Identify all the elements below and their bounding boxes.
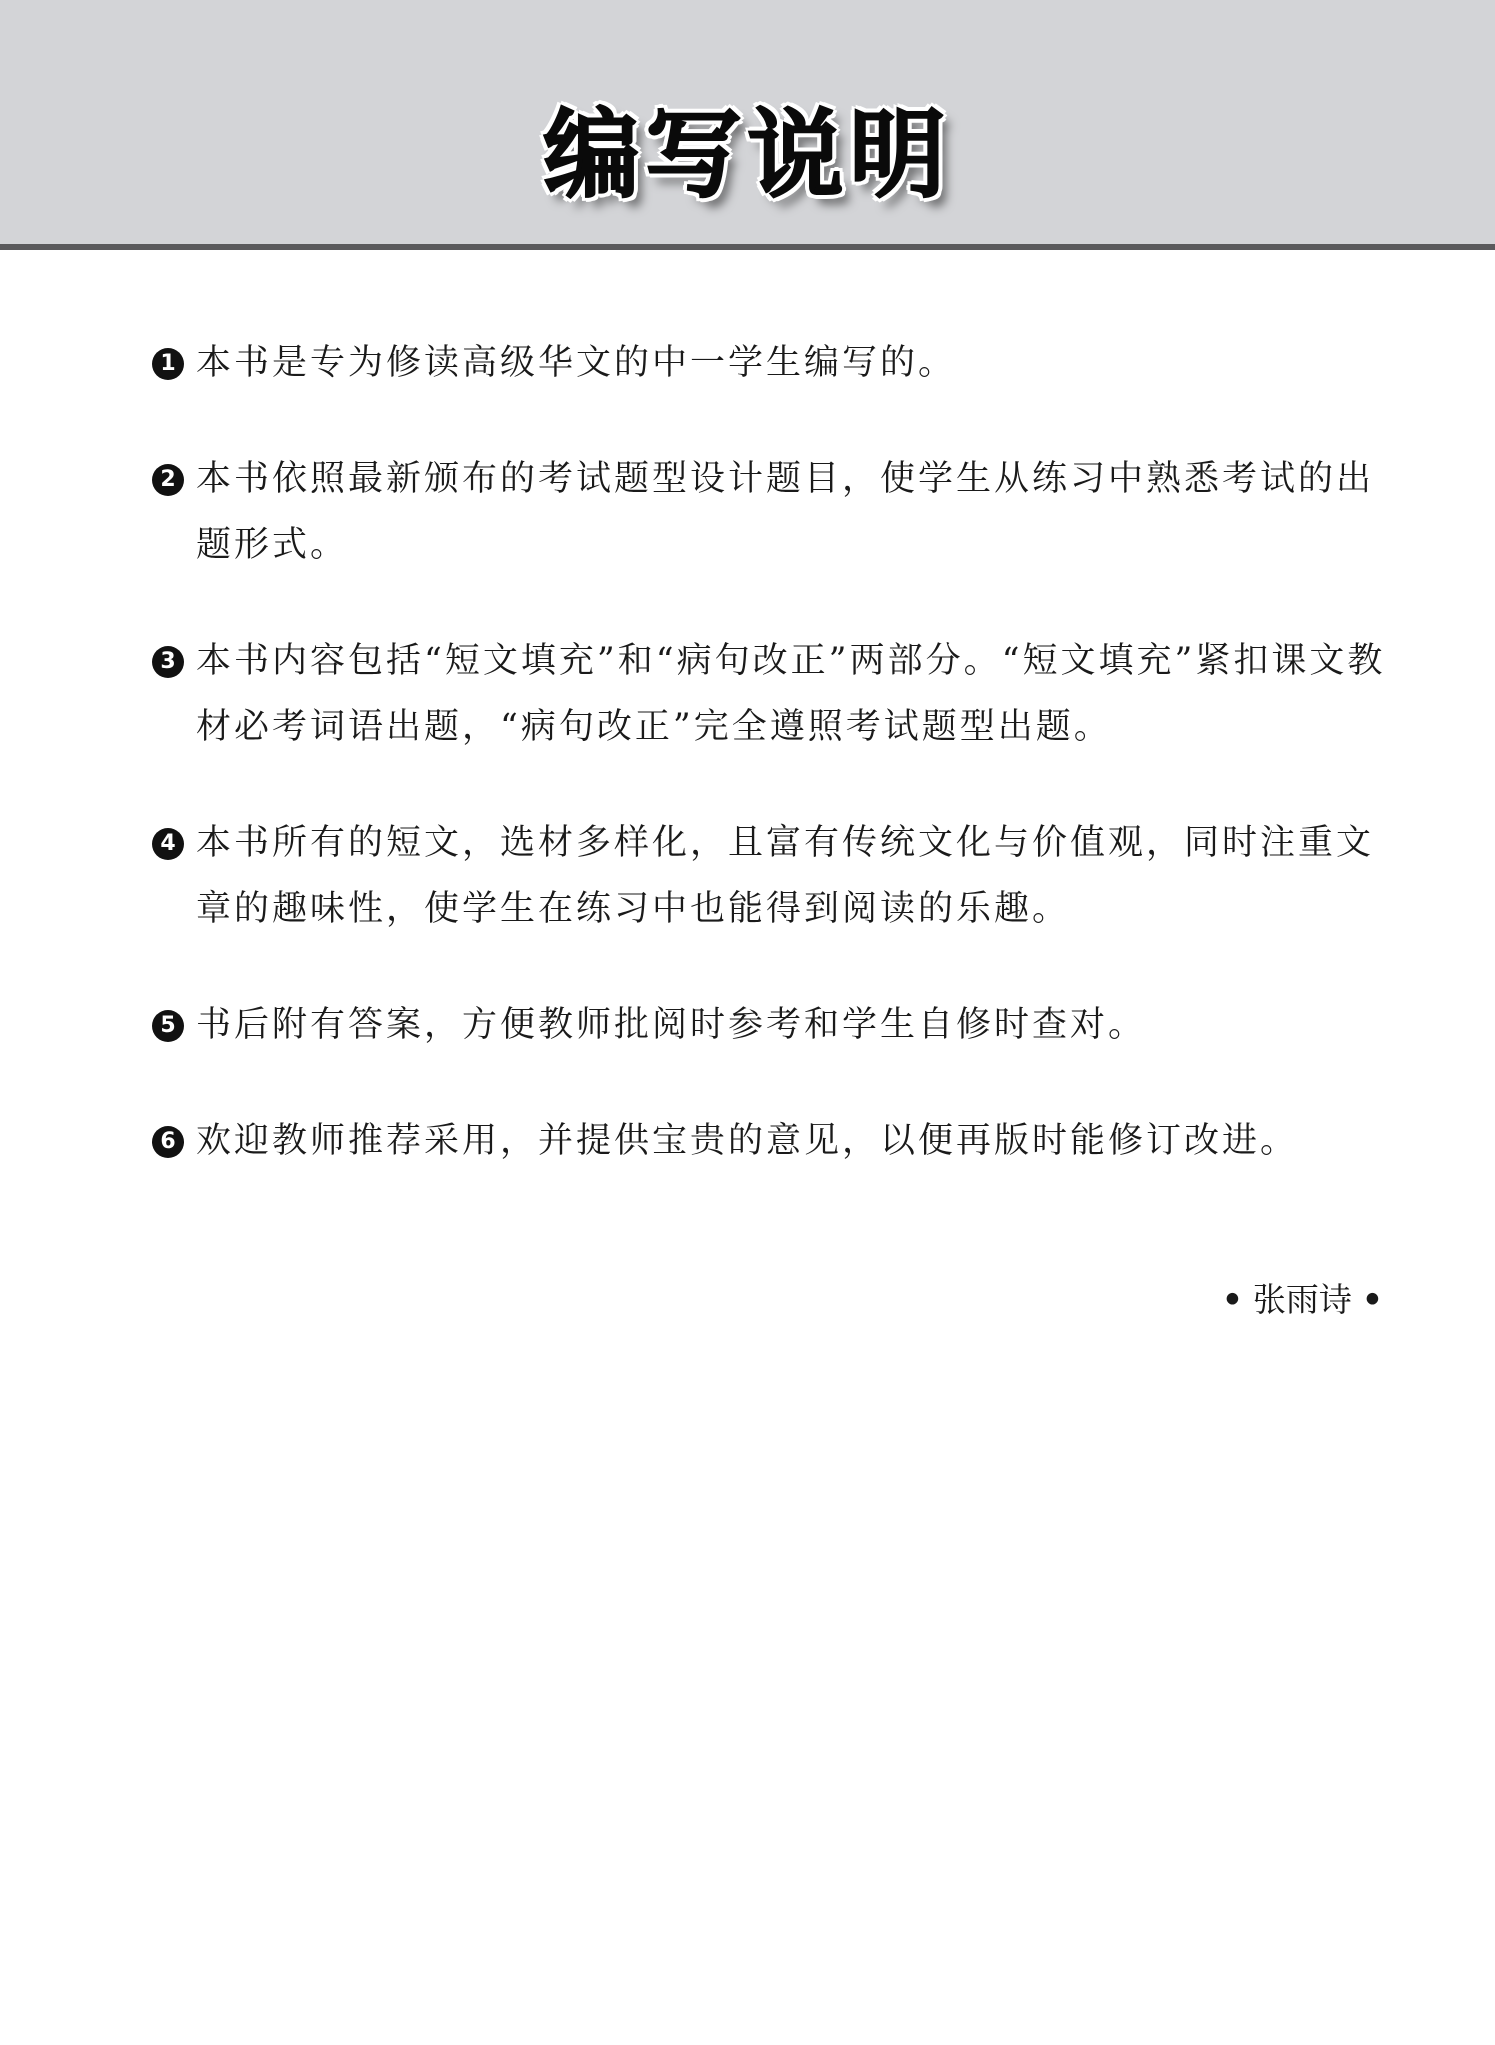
number-badge: 5	[152, 1010, 184, 1042]
number-badge: 1	[152, 348, 184, 380]
list-item	[152, 992, 1402, 1058]
list-item	[152, 330, 1402, 396]
note-text: 书后附有答案，方便教师批阅时参考和学生自修时查对。	[196, 1005, 1147, 1045]
note-text: 本书依照最新颁布的考试题型设计题目，使学生从练习中熟悉考试的出题形式。	[196, 459, 1375, 565]
list-item	[152, 810, 1402, 942]
number-badge: 4	[152, 828, 184, 860]
number-badge: 6	[152, 1126, 184, 1158]
note-text: 本书所有的短文，选材多样化，且富有传统文化与价值观，同时注重文章的趣味性，使学生在练习中也能得到阅读的乐趣。	[196, 823, 1375, 929]
author-name: 张雨诗	[1252, 1280, 1352, 1319]
number-badge: 3	[152, 646, 184, 678]
note-text: 本书是专为修读高级华文的中一学生编写的。	[196, 343, 957, 383]
page-title: 编写说明	[543, 99, 952, 211]
notes-list	[152, 330, 1402, 1224]
author-signature	[1212, 1275, 1393, 1325]
note-text: 本书内容包括“短文填充”和“病句改正”两部分。“短文填充”紧扣课文教材必考词语出题，“病句改正”完全遵照考试题型出题。	[196, 641, 1386, 747]
bullet-dot-left: •	[1221, 1280, 1243, 1319]
header-band	[0, 0, 1495, 250]
list-item	[152, 628, 1402, 760]
bullet-dot-right: •	[1361, 1280, 1383, 1319]
list-item	[152, 1108, 1402, 1174]
list-item	[152, 446, 1402, 578]
number-badge: 2	[152, 464, 184, 496]
note-text: 欢迎教师推荐采用，并提供宝贵的意见，以便再版时能修订改进。	[196, 1121, 1299, 1161]
